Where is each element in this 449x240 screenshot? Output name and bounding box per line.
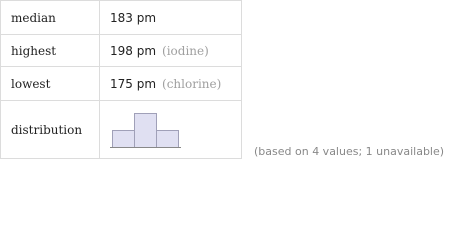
- footnote: (based on 4 values; 1 unavailable): [254, 145, 445, 158]
- table-row: [1, 67, 242, 101]
- lowest-value: 175 pm: [110, 76, 157, 91]
- table-row: [1, 35, 242, 67]
- row-value-highest: [100, 35, 242, 67]
- distribution-cell: [100, 101, 242, 159]
- distribution-histogram: [110, 110, 182, 150]
- row-value-lowest: [100, 67, 242, 101]
- row-label-highest: highest: [1, 35, 100, 67]
- row-label-median: median: [1, 1, 100, 35]
- table-row: [1, 1, 242, 35]
- histogram-bar: [157, 130, 179, 147]
- row-label-distribution: distribution: [1, 101, 100, 159]
- row-value-median: [100, 1, 242, 35]
- row-label-lowest: lowest: [1, 67, 100, 101]
- lowest-element-note: (chlorine): [162, 76, 222, 91]
- median-value: 183 pm: [110, 10, 157, 25]
- highest-element-note: (iodine): [162, 43, 209, 58]
- table-row: [1, 101, 242, 159]
- highest-value: 198 pm: [110, 43, 157, 58]
- histogram-bar: [113, 130, 135, 147]
- stats-table: [0, 0, 242, 159]
- histogram-bar: [135, 113, 157, 147]
